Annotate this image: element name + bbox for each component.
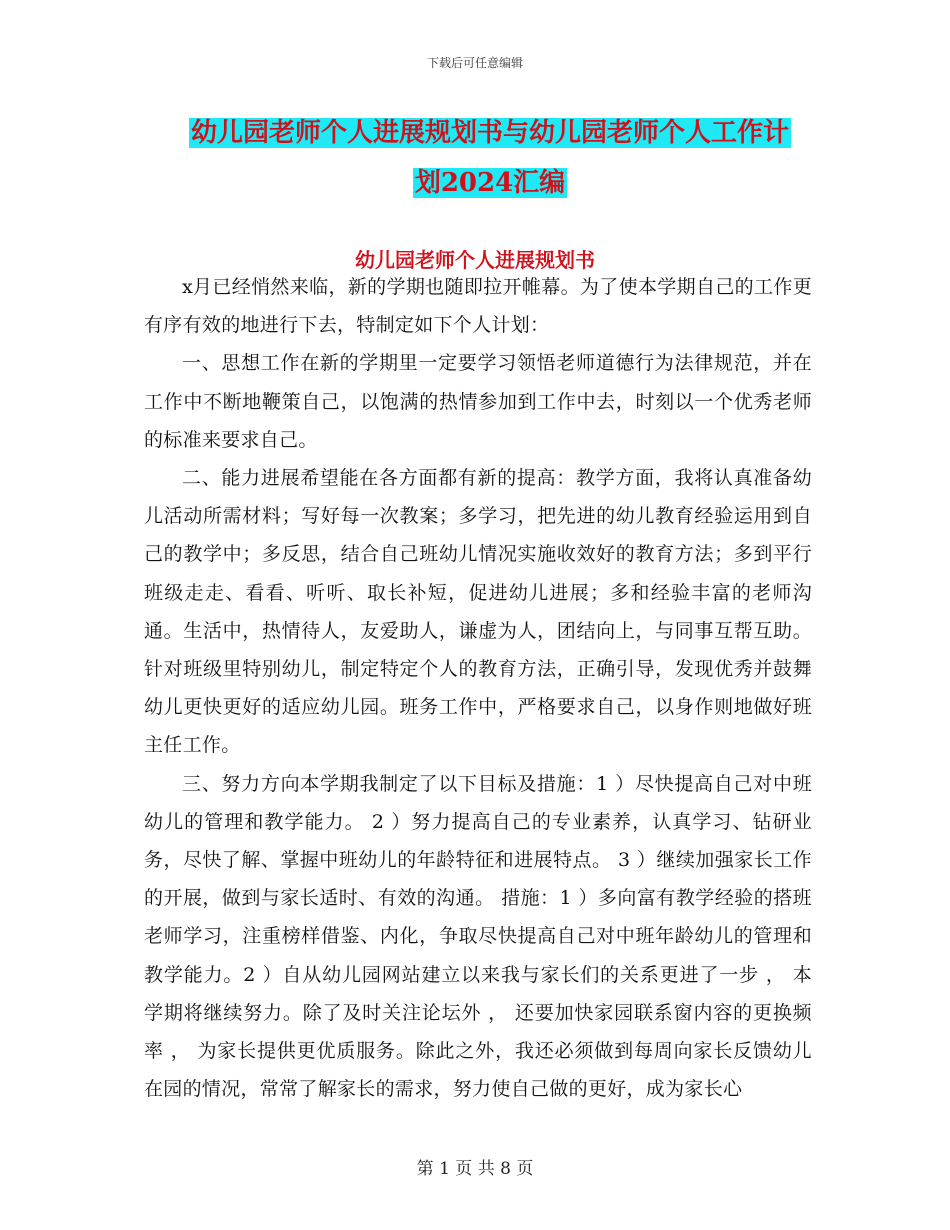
body-paragraph-ability: 二、能力进展希望能在各方面都有新的提高：教学方面，我将认真准备幼儿活动所需材料；写好每一次教案；多学习，把先进的幼儿教育经验运用到自己的教学中；多反思，结合自己班幼儿情况实施收效好的教育方法；多到平行班级走走、看看、听听、取长补短，促进幼儿进展；多和经验丰富的老师沟通。生活中，热情待人，友爱助人，谦虚为人，团结向上，与同事互帮互助。针对班级里特别幼儿，制定特定个人的教育方法，正确引导，发现优秀并鼓舞幼儿更快更好的适应幼儿园。班务工作中，严格要求自己，以身作则地做好班主任工作。 — [144, 467, 812, 757]
page-header-note: 下载后可任意编辑 — [426, 56, 523, 70]
document-title-line1: 幼儿园老师个人进展规划书与幼儿园老师个人工作计 — [190, 118, 789, 148]
document-body — [144, 268, 812, 1108]
document-title — [140, 108, 840, 208]
page-number-footer: 第 1 页 共 8 页 — [416, 1159, 534, 1179]
body-paragraph-thought: 一、思想工作在新的学期里一定要学习领悟老师道德行为法律规范，并在工作中不断地鞭策自己，以饱满的热情参加到工作中去，时刻以一个优秀老师的标准来要求自己。 — [144, 352, 812, 451]
document-title-line2: 划2024汇编 — [414, 168, 566, 198]
body-paragraph-intro: x月已经悄然来临，新的学期也随即拉开帷幕。为了使本学期自己的工作更有序有效的地进行下去，特制定如下个人计划： — [144, 276, 812, 337]
body-paragraph-direction: 三、努力方向本学期我制定了以下目标及措施：1 ）尽快提高自己对中班幼儿的管理和教学能力。 2 ）努力提高自己的专业素养，认真学习、钻研业务，尽快了解、掌握中班幼儿的年龄特征和进展特点。 3 ）继续加强家长工作的开展，做到与家长适时、有效的沟通。 措施：1 ）多向富有教学经验的搭班老师学习，注重榜样借鉴、内化，争取尽快提高自己对中班年龄幼儿的管理和教学能力。2 ）自从幼儿园网站建立以来我与家长们的关系更进了一步 ， 本学期将继续努力。除了及时关注论坛外 ， 还要加快家园联系窗内容的更换频率 ， 为家长提供更优质服务。除此之外，我还必须做到每周向家长反馈幼儿在园的情况，常常了解家长的需求，努力使自己做的更好，成为家长心 — [144, 772, 812, 1101]
section-title: 幼儿园老师个人进展规划书 — [355, 248, 595, 272]
